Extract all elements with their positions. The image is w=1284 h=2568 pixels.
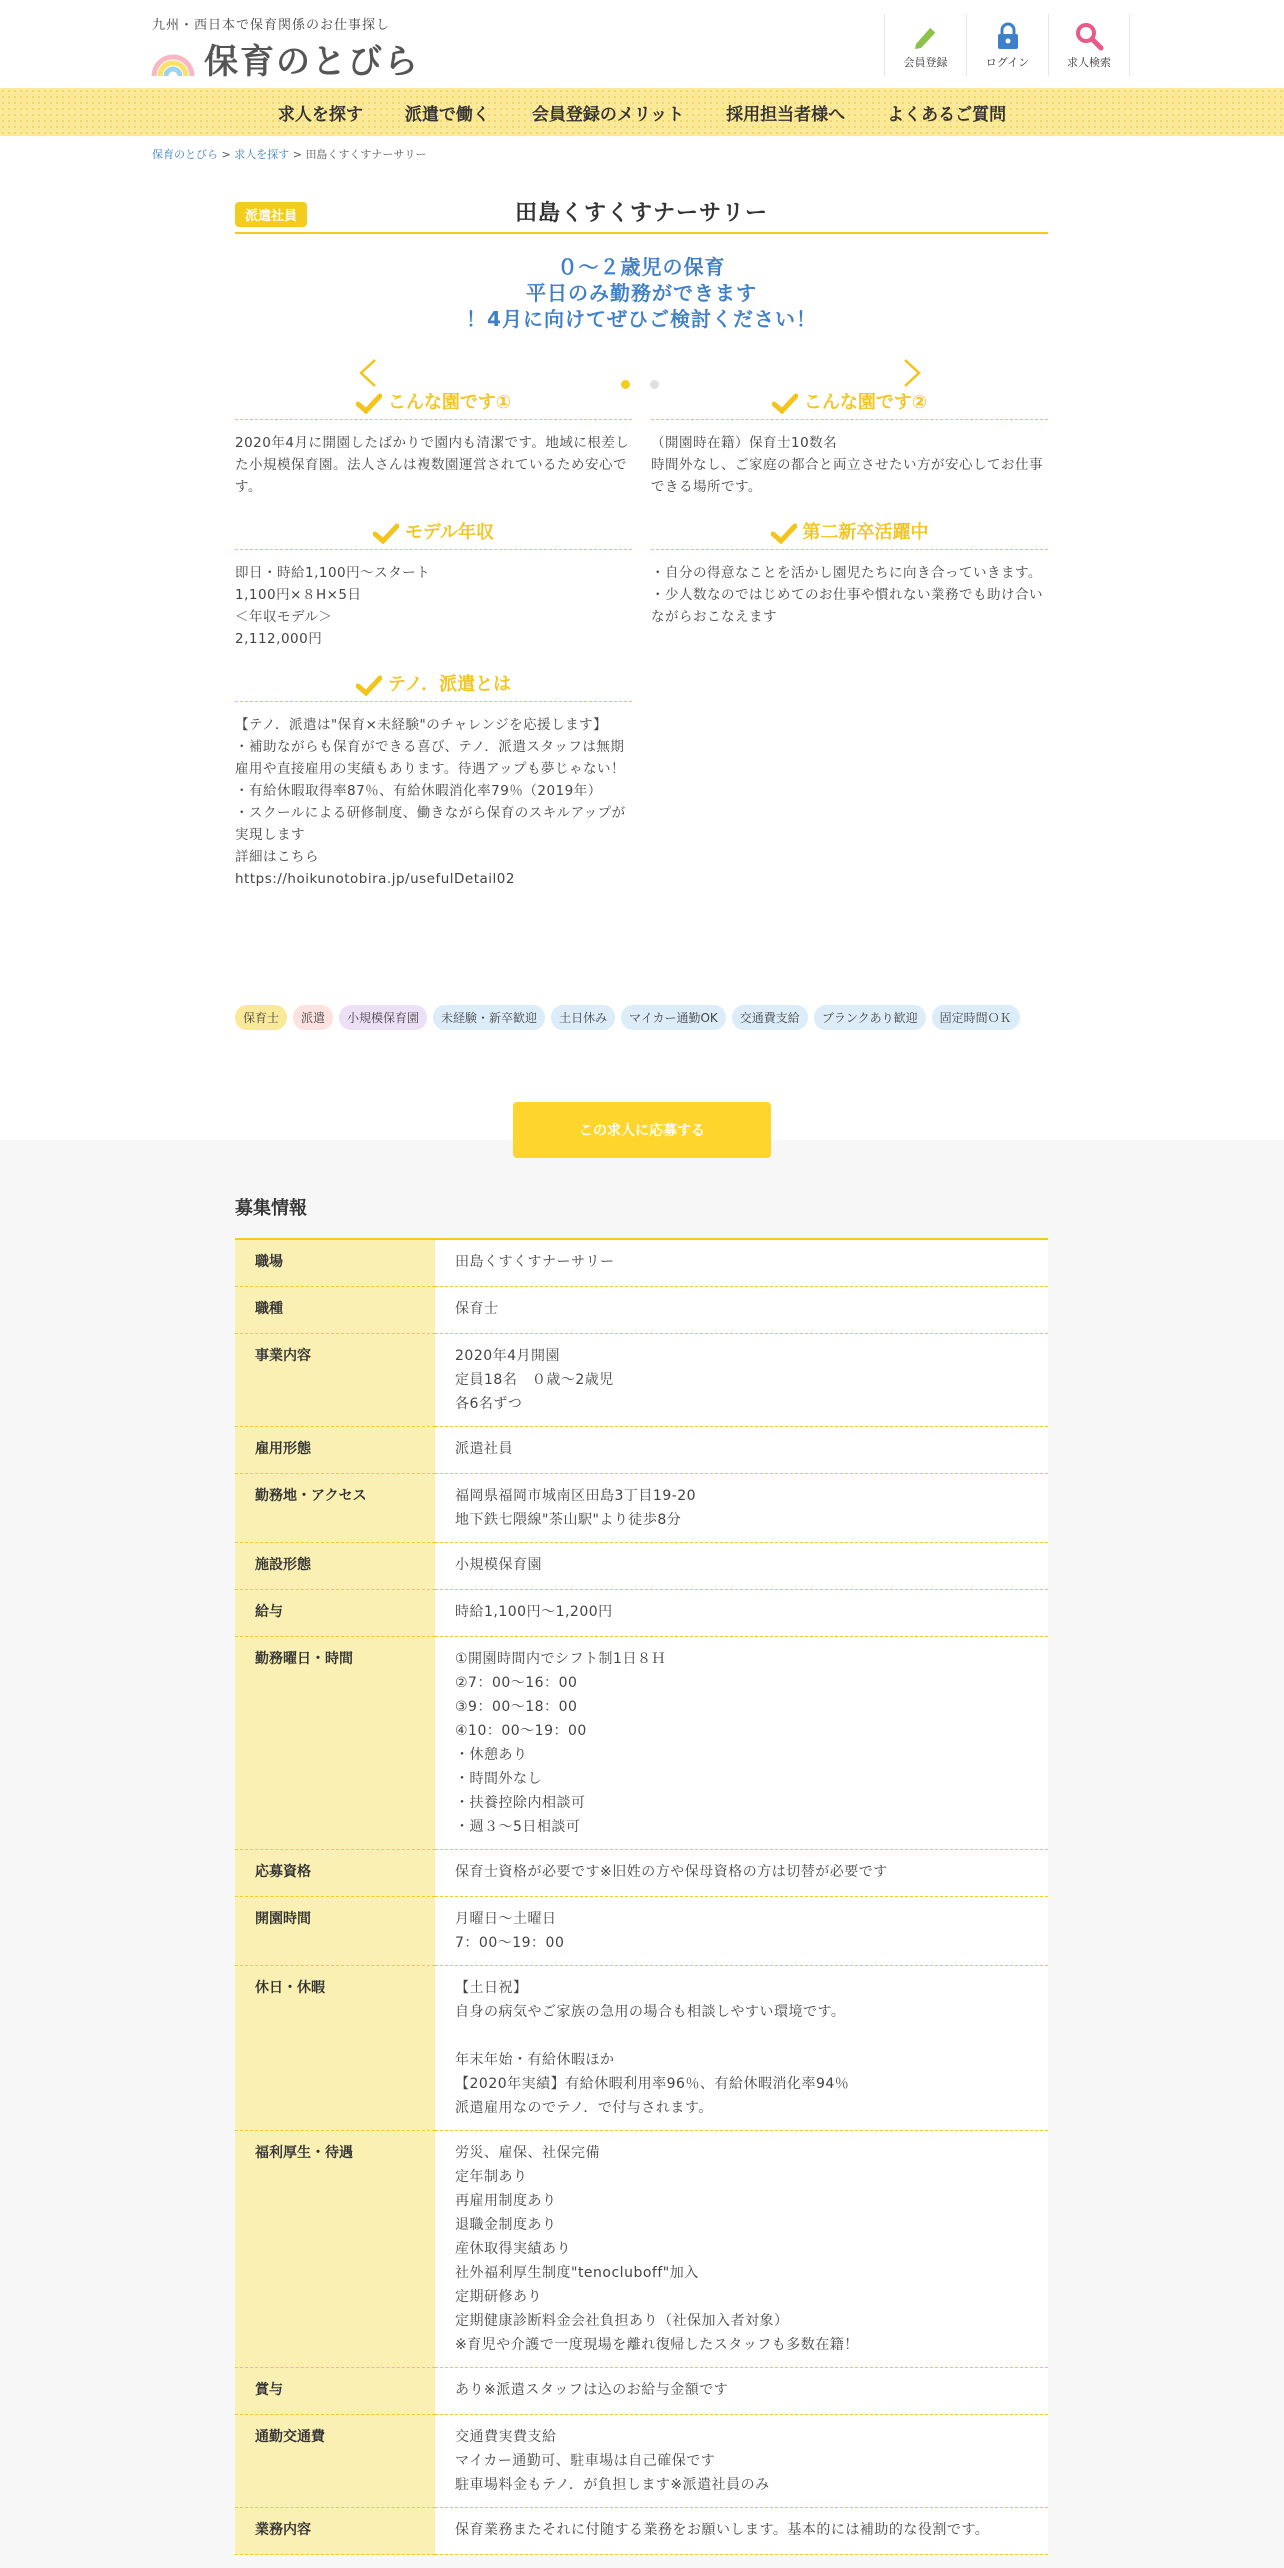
tag[interactable]: 派遣	[293, 1005, 333, 1030]
table-row	[235, 1590, 1048, 1637]
row-label: 給与	[235, 1590, 435, 1637]
recruit-info-table	[235, 1238, 1048, 2555]
check-icon	[356, 674, 382, 696]
section-heading	[235, 672, 632, 702]
breadcrumb-search-link[interactable]: 求人を探す	[234, 148, 290, 161]
row-value: 月曜日～土曜日 7：00～19：00	[435, 1897, 1048, 1966]
row-value: 田島くすくすナーサリー	[435, 1239, 1048, 1287]
member-register-button[interactable]	[884, 14, 966, 76]
nav-item-find-jobs[interactable]: 求人を探す	[277, 104, 363, 125]
site-header	[0, 0, 1284, 88]
table-row	[235, 1239, 1048, 1287]
section-body: 【テノ．派遣は"保育×未経験"のチャレンジを応援します】 ・補助ながらも保育ができる喜び、テノ．派遣スタッフは無期雇用や直接雇用の実績もあります。待遇アップも夢じゃない！ ・有給休暇取得率87％、有給休暇消化率79％（2019年） ・スクールによる研修制度、働きながら保育のスキルアップが実現します 詳細はこちら https://hoikunotobira.jp/usefulDetail02	[235, 717, 626, 887]
table-row	[235, 1637, 1048, 1850]
tag[interactable]: 固定時間ＯＫ	[932, 1005, 1020, 1030]
section-title: こんな園です①	[387, 392, 512, 413]
job-tags	[235, 1005, 1048, 1030]
slider-dot-2[interactable]	[650, 380, 659, 389]
table-row	[235, 1543, 1048, 1590]
section-heading	[651, 520, 1048, 550]
headline-line: ！4月に向けてぜひご検討ください！	[466, 307, 817, 331]
row-label: 開園時間	[235, 1897, 435, 1966]
row-value: 小規模保育園	[435, 1543, 1048, 1590]
section-title: 第二新卒活躍中	[802, 522, 929, 543]
section-body: （開園時在籍）保育士10数名 時間外なし、ご家庭の都合と両立させたい方が安心してお仕事できる場所です。	[651, 435, 1043, 495]
table-row	[235, 1474, 1048, 1543]
row-label: 通勤交通費	[235, 2415, 435, 2508]
feature-section-2	[651, 390, 1048, 498]
tag[interactable]: 交通費支給	[732, 1005, 808, 1030]
section-title: テノ．派遣とは	[387, 674, 512, 695]
row-value: 【土日祝】 自身の病気やご家族の急用の場合も相談しやすい環境です。 年末年始・有給休暇ほか 【2020年実績】有給休暇利用率96％、有給休暇消化率94％ 派遣雇用なのでテノ．で付与されます。	[435, 1966, 1048, 2131]
job-search-label: 求人検索	[1067, 56, 1111, 69]
site-tagline: 九州・西日本で保育関係のお仕事探し	[152, 18, 391, 33]
section-body: ・自分の得意なことを活かし園児たちに向き合っていきます。 ・少人数なのではじめてのお仕事や慣れない業務でも助け合いながらおこなえます	[651, 565, 1043, 625]
job-search-button[interactable]	[1048, 14, 1130, 76]
global-nav	[0, 88, 1284, 136]
section-body: 即日・時給1,100円～スタート 1,100円×８H×5日 ＜年収モデル＞ 2,112,000円	[235, 565, 431, 647]
breadcrumb-separator: >	[289, 148, 306, 161]
table-row	[235, 2131, 1048, 2368]
row-value: 保育士資格が必要です※旧姓の方や保母資格の方は切替が必要です	[435, 1850, 1048, 1897]
search-icon	[1074, 20, 1104, 52]
chevron-left-icon[interactable]	[357, 358, 379, 388]
row-value: 交通費実費支給 マイカー通勤可、駐車場は自己確保です 駐車場料金もテノ．が負担します※派遣社員のみ	[435, 2415, 1048, 2508]
headline-line: ０～２歳児の保育	[557, 255, 726, 279]
section-body: 2020年4月に開園したばかりで園内も清潔です。地域に根差した小規模保育園。法人さんは複数園運営されているため安心です。	[235, 435, 630, 495]
slider-dot-1[interactable]	[621, 380, 630, 389]
table-row	[235, 1897, 1048, 1966]
table-row	[235, 1427, 1048, 1474]
row-label: 施設形態	[235, 1543, 435, 1590]
tag[interactable]: 未経験・新卒歓迎	[433, 1005, 545, 1030]
lock-icon	[993, 20, 1023, 52]
row-label: 事業内容	[235, 1334, 435, 1427]
site-logo[interactable]	[150, 36, 420, 80]
breadcrumb	[152, 146, 426, 162]
tag[interactable]: 小規模保育園	[339, 1005, 427, 1030]
table-row	[235, 1287, 1048, 1334]
feature-section-3	[235, 520, 632, 650]
table-row	[235, 2368, 1048, 2415]
tag[interactable]: 土日休み	[551, 1005, 615, 1030]
logo-text: 保育のとびら	[204, 41, 420, 82]
row-label: 福利厚生・待遇	[235, 2131, 435, 2368]
nav-item-member-merits[interactable]: 会員登録のメリット	[531, 104, 685, 125]
row-label: 職種	[235, 1287, 435, 1334]
apply-button[interactable]: この求人に応募する	[513, 1102, 771, 1158]
nav-item-dispatch[interactable]: 派遣で働く	[404, 104, 490, 125]
feature-section-4	[651, 520, 1048, 628]
nav-item-faq[interactable]: よくあるご質問	[887, 104, 1007, 125]
employment-type-badge: 派遣社員	[235, 202, 307, 227]
table-row	[235, 1850, 1048, 1897]
login-label: ログイン	[985, 56, 1030, 69]
breadcrumb-current: 田島くすくすナーサリー	[305, 148, 427, 161]
check-icon	[373, 522, 399, 544]
section-heading	[235, 520, 632, 550]
table-row	[235, 1334, 1048, 1427]
tag[interactable]: マイカー通勤OK	[621, 1005, 726, 1030]
row-value: あり※派遣スタッフは込のお給与金額です	[435, 2368, 1048, 2415]
nav-item-recruiters[interactable]: 採用担当者様へ	[726, 104, 846, 125]
row-label: 応募資格	[235, 1850, 435, 1897]
feature-section-1	[235, 390, 632, 498]
check-icon	[356, 392, 382, 414]
tag[interactable]: ブランクあり歓迎	[814, 1005, 926, 1030]
row-label: 業務内容	[235, 2508, 435, 2555]
check-icon	[772, 392, 798, 414]
member-register-label: 会員登録	[903, 56, 948, 69]
row-value: 労災、雇保、社保完備 定年制あり 再雇用制度あり 退職金制度あり 産休取得実績あり 社外福利厚生制度"tenocluboff"加入 定期研修あり 定期健康診断料金会社負担あり（社保加入者対象） ※育児や介護で一度現場を離れ復帰したスタッフも多数在籍！	[435, 2131, 1048, 2368]
recruit-info-heading: 募集情報	[235, 1198, 307, 1219]
row-label: 職場	[235, 1239, 435, 1287]
job-title-row	[235, 190, 1048, 234]
row-value: 派遣社員	[435, 1427, 1048, 1474]
row-value: 保育業務またそれに付随する業務をお願いします。基本的には補助的な役割です。	[435, 2508, 1048, 2555]
row-value: 福岡県福岡市城南区田島3丁目19-20 地下鉄七隈線"茶山駅"より徒歩8分	[435, 1474, 1048, 1543]
row-value: ①開園時間内でシフト制1日８Ｈ ②7：00～16：00 ③9：00～18：00 ④10：00～19：00 ・休憩あり ・時間外なし ・扶養控除内相談可 ・週３～5日相談可	[435, 1637, 1048, 1850]
table-row	[235, 2415, 1048, 2508]
row-label: 休日・休暇	[235, 1966, 435, 2131]
header-icon-menu	[884, 14, 1130, 76]
section-title: こんな園です②	[803, 392, 928, 413]
table-row	[235, 2508, 1048, 2555]
row-label: 勤務地・アクセス	[235, 1474, 435, 1543]
job-title: 田島くすくすナーサリー	[514, 201, 768, 226]
slider-dots	[621, 380, 659, 389]
job-detail	[235, 190, 1048, 2538]
headline-line: 平日のみ勤務ができます	[526, 281, 757, 305]
row-value: 2020年4月開園 定員18名 ０歳～2歳児 各6名ずつ	[435, 1334, 1048, 1427]
pencil-icon	[911, 20, 941, 52]
row-label: 賞与	[235, 2368, 435, 2415]
rainbow-logo-icon	[150, 38, 196, 78]
login-button[interactable]	[966, 14, 1048, 76]
table-row	[235, 1966, 1048, 2131]
row-label: 勤務曜日・時間	[235, 1637, 435, 1850]
breadcrumb-separator: >	[218, 148, 235, 161]
job-headline	[235, 254, 1048, 332]
check-icon	[771, 522, 797, 544]
row-label: 雇用形態	[235, 1427, 435, 1474]
section-heading	[235, 390, 632, 420]
tag[interactable]: 保育士	[235, 1005, 287, 1030]
row-value: 保育士	[435, 1287, 1048, 1334]
section-heading	[651, 390, 1048, 420]
breadcrumb-home-link[interactable]: 保育のとびら	[152, 148, 218, 161]
chevron-right-icon[interactable]	[901, 358, 923, 388]
row-value: 時給1,100円～1,200円	[435, 1590, 1048, 1637]
feature-section-5	[235, 672, 632, 890]
section-title: モデル年収	[404, 522, 495, 543]
